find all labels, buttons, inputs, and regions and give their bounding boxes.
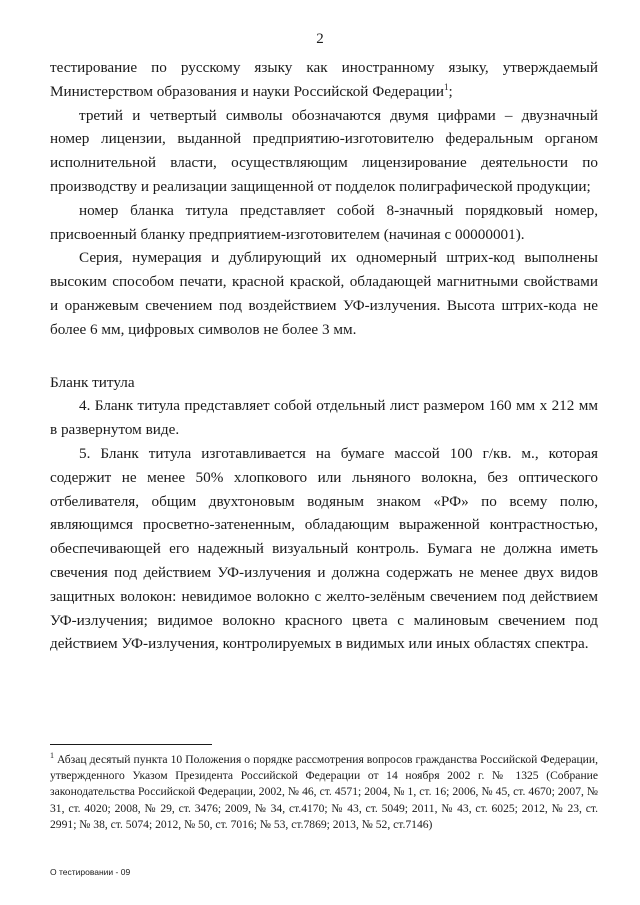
section-heading: Бланк титула — [50, 373, 135, 391]
page-number: 2 — [316, 31, 324, 47]
document-code: О тестировании - 09 — [50, 867, 131, 877]
footnote-reference[interactable]: 1 — [443, 81, 449, 92]
paragraph-form-number: номер бланка титула представляет собой 8-значный порядковый номер, присвоенный бланку предприятием-изготовителем (начиная с 00000001). — [50, 201, 598, 243]
paragraph-text: тестирование по русскому языку как иностранному языку, утверждаемый Министерством образования и науки Российской Федерации — [50, 59, 598, 100]
paragraph-license-digits: третий и четвертый символы обозначаются двумя цифрами – двузначный номер лицензии, выданной предприятию-изготовителю федеральным органом исполнительной власти, осуществляющим лицензирование деятельности по производству и реализации защищенной от подделок полиграфической продукции; — [50, 106, 598, 195]
paragraph-item-4: 4. Бланк титула представляет собой отдельный лист размером 160 мм х 212 мм в развернутом виде. — [50, 397, 598, 439]
paragraph-item-5: 5. Бланк титула изготавливается на бумаге массой 100 г/кв. м., которая содержит не менее 50% хлопкового или льняного волокна, без оптического отбеливателя, общим двухтоновым водяным знаком «РФ» по всему полю, являющимся просветно-затененным, обладающим выраженной контрастностью, обеспечивающей его надежный визуальный контроль. Бумага не должна иметь свечения под действием УФ-излучения и должна содержать не менее двух видов защитных волокон: невидимое волокно с желто-зелёным свечением под действием УФ-излучения; видимое волокно красного цвета с малиновым свечением под действием УФ-излучения, контролируемых в видимых или иных областях спектра. — [50, 444, 598, 653]
paragraph-continuation — [50, 56, 598, 104]
paragraph-series-barcode: Серия, нумерация и дублирующий их одномерный штрих-код выполнены высоким способом печати, красной краской, обладающей магнитными свойствами и оранжевым свечением под воздействием УФ-излучения. Высота штрих-кода не более 6 мм, цифровых символов не более 3 мм. — [50, 249, 598, 338]
paragraph-tail: ; — [448, 82, 453, 100]
footnote-text: Абзац десятый пункта 10 Положения о порядке рассмотрения вопросов гражданства Российской Федерации, утвержденного Указом Президента Российской Федерации от 14 ноября 2002 г. № 1325 (Собрание законодательства Российской Федерации, 2002, № 46, ст. 4571; 2004, № 1, ст. 16; 2006, № 45, ст. 4670; 2007, № 31, ст. 4020; 2008, № 29, ст. 3476; 2009, № 34, ст.4170; № 43, ст. 5049; 2011, № 43, ст. 6025; 2012, № 23, ст. 2991; № 38, ст. 5074; 2012, № 50, ст. 7016; № 53, ст.7869; 2013, № 52, ст.7146) — [50, 753, 598, 831]
footnote-mark: 1 — [50, 751, 54, 761]
document-body — [50, 56, 598, 656]
footnote — [50, 752, 598, 833]
footnote-separator — [50, 744, 212, 745]
